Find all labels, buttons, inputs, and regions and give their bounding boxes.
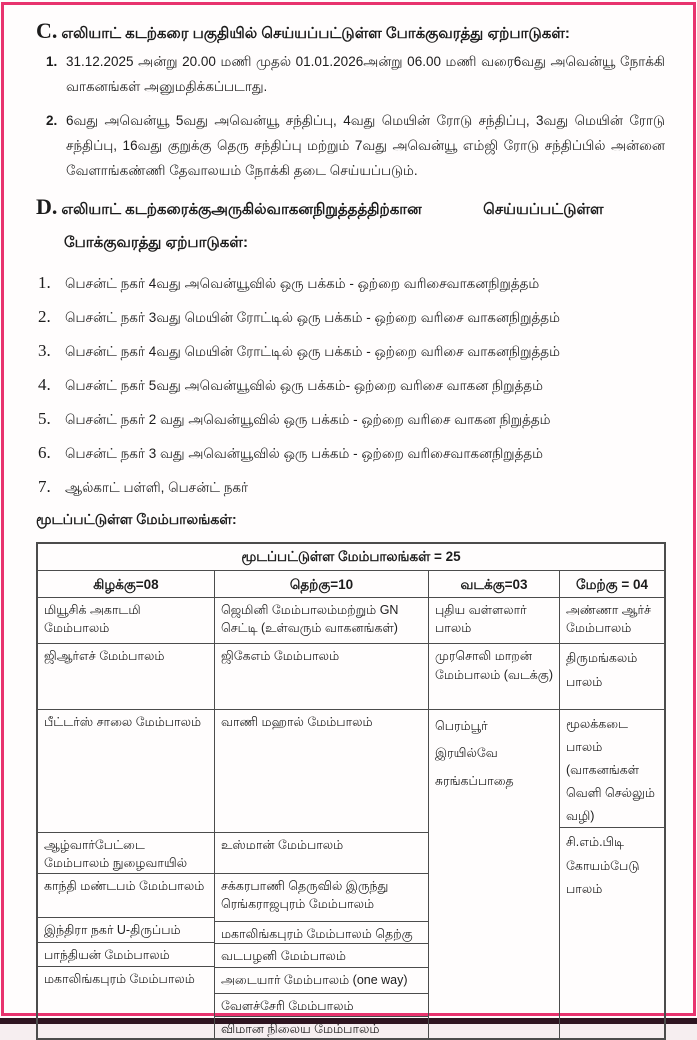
- item-number: 3.: [38, 340, 51, 360]
- table-cell: இந்திரா நகர் U-திருப்பம்: [38, 918, 214, 943]
- section-d-title-line2: போக்குவரத்து ஏற்பாடுகள்:: [64, 233, 248, 251]
- table-cell: பாந்தியன் மேம்பாலம்: [38, 943, 214, 967]
- table-cell: உஸ்மான் மேம்பாலம்: [215, 833, 428, 874]
- item-number: 7.: [38, 476, 51, 496]
- section-d-title-part1: எலியாட் கடற்கரைக்குஅருகில்வாகனநிறுத்தத்திற்கான: [61, 200, 422, 218]
- list-item: [38, 477, 665, 498]
- column-header-east: கிழக்கு=08: [38, 571, 214, 598]
- section-d-heading: [36, 194, 665, 253]
- section-c-list: [46, 50, 665, 184]
- table-cell: வடபழனி மேம்பாலம்: [215, 944, 428, 968]
- table-cell: ஜெமினி மேம்பாலம்மற்றும் GN செட்டி (உள்வரும் வாகனங்கள்): [215, 598, 428, 644]
- table-cell: சக்கரபாணி தெருவில் இருந்து ரெங்கராஜபுரம் மேம்பாலம்: [215, 874, 428, 922]
- table-cell: விமான நிலைய மேம்பாலம்: [221, 1021, 380, 1036]
- list-item: [46, 109, 665, 184]
- closed-bridges-heading: மூடப்பட்டுள்ள மேம்பாலங்கள்:: [36, 510, 237, 527]
- list-item: [38, 443, 665, 464]
- table-cell: காந்தி மண்டபம் மேம்பாலம்: [38, 874, 214, 918]
- item-text: பெசன்ட் நகர் 3 வது அவென்யூவில் ஒரு பக்கம் - ஒற்றை வரிசைவாகனநிறுத்தம்: [65, 445, 544, 461]
- table-cell: திருமங்கலம் பாலம்: [560, 644, 664, 710]
- section-c-title: எலியாட் கடற்கரை பகுதியில் செய்யப்பட்டுள்ள போக்குவரத்து ஏற்பாடுகள்:: [61, 25, 570, 42]
- table-cell: அண்ணா ஆர்ச் மேம்பாலம்: [560, 598, 664, 644]
- column-header-west: மேற்கு = 04: [559, 571, 664, 598]
- item-number: 5.: [38, 408, 51, 428]
- item-number: 2.: [46, 112, 58, 128]
- table-cell: சி.எம்.பிடி கோயம்பேடு பாலம்: [566, 834, 640, 897]
- table-header-row: [38, 571, 664, 598]
- item-number: 1.: [38, 272, 51, 292]
- table-cell: ஜிகேஎம் மேம்பாலம்: [215, 644, 428, 710]
- list-item: [38, 307, 665, 328]
- list-item: [38, 273, 665, 294]
- list-item: [46, 50, 665, 100]
- notice-content: [36, 14, 665, 1040]
- list-item: [38, 341, 665, 362]
- item-text: பெசன்ட் நகர் 3வது மெயின் ரோட்டில் ஒரு பக்கம் - ஒற்றை வரிசை வாகனநிறுத்தம்: [65, 309, 560, 325]
- section-d-title-line1: [36, 194, 665, 220]
- table-cell: வாணி மஹால் மேம்பாலம்: [215, 710, 428, 833]
- table-title: மூடப்பட்டுள்ள மேம்பாலங்கள் = 25: [38, 544, 664, 571]
- item-number: 2.: [38, 306, 51, 326]
- table-body: [38, 598, 664, 1038]
- item-text: பெசன்ட் நகர் 4வது அவென்யூவில் ஒரு பக்கம் - ஒற்றை வரிசைவாகனநிறுத்தம்: [65, 275, 540, 291]
- item-text: பெசன்ட் நகர் 4வது மெயின் ரோட்டில் ஒரு பக்கம் - ஒற்றை வரிசை வாகனநிறுத்தம்: [65, 343, 560, 359]
- section-c-letter: C.: [36, 18, 58, 43]
- closed-bridges-table: [36, 542, 666, 1040]
- list-item: [38, 375, 665, 396]
- column-header-north: வடக்கு=03: [428, 571, 559, 598]
- table-cell: முரசொலி மாறன் மேம்பாலம் (வடக்கு): [429, 644, 559, 710]
- table-cell: புதிய வள்ளலார் பாலம்: [429, 598, 559, 644]
- table-cell: மகாலிங்கபுரம் மேம்பாலம்: [44, 971, 195, 986]
- table-cell: மியூசிக் அகாடமி மேம்பாலம்: [38, 598, 214, 644]
- item-number: 1.: [46, 54, 58, 69]
- table-cell: வேளச்சேரி மேம்பாலம்: [215, 994, 428, 1017]
- item-text: 6வது அவென்யூ 5வது அவென்யூ சந்திப்பு, 4வது மெயின் ரோடு சந்திப்பு, 3வது மெயின் ரோடு சந்திப்பு, 16வது குறுக்கு தெரு சந்திப்பு மற்றும் 7வது அவென்யூ எம்ஜி ரோடு சந்திப்பில் அன்னை வேளாங்கண்ணி தேவாலயம் நோக்கி தடை செய்யப்படும்.: [66, 112, 665, 178]
- section-d-letter: D.: [36, 193, 58, 219]
- table-cell: மகாலிங்கபுரம் மேம்பாலம் தெற்கு: [215, 922, 428, 944]
- item-text: 31.12.2025 அன்று 20.00 மணி முதல் 01.01.2026அன்று 06.00 மணி வரை6வது அவென்யூ நோக்கி வாகனங்கள் அனுமதிக்கப்படாது.: [66, 54, 665, 94]
- section-d-list: [38, 273, 665, 498]
- table-column-north: [428, 598, 559, 1038]
- table-column-west: [559, 598, 664, 1038]
- item-text: பெசன்ட் நகர் 5வது அவென்யூவில் ஒரு பக்கம்- ஒற்றை வரிசை வாகன நிறுத்தம்: [65, 377, 544, 393]
- item-text: பெசன்ட் நகர் 2 வது அவென்யூவில் ஒரு பக்கம் - ஒற்றை வரிசை வாகன நிறுத்தம்: [65, 411, 551, 427]
- section-c-heading: [36, 18, 665, 44]
- table-cell: பெரம்பூர் இரயில்வே சுரங்கப்பாதை: [435, 718, 514, 788]
- table-cell: ஆழ்வார்பேட்டை மேம்பாலம் நுழைவாயில்: [38, 833, 214, 874]
- item-number: 4.: [38, 374, 51, 394]
- item-text: ஆல்காட் பள்ளி, பெசன்ட் நகர்: [65, 479, 249, 495]
- section-d-title-part2: செய்யப்பட்டுள்ள: [483, 200, 604, 218]
- table-column-east: [38, 598, 214, 1038]
- item-number: 6.: [38, 442, 51, 462]
- table-column-south: [214, 598, 428, 1038]
- column-header-south: தெற்கு=10: [214, 571, 428, 598]
- table-cell: அடையார் மேம்பாலம் (one way): [215, 968, 428, 994]
- list-item: [38, 409, 665, 430]
- table-cell: மூலக்கடை பாலம் (வாகனங்கள் வெளி செல்லும் வழி): [560, 710, 664, 828]
- table-cell: பீட்டர்ஸ் சாலை மேம்பாலம்: [38, 710, 214, 833]
- table-cell: ஜிஆர்எச் மேம்பாலம்: [38, 644, 214, 710]
